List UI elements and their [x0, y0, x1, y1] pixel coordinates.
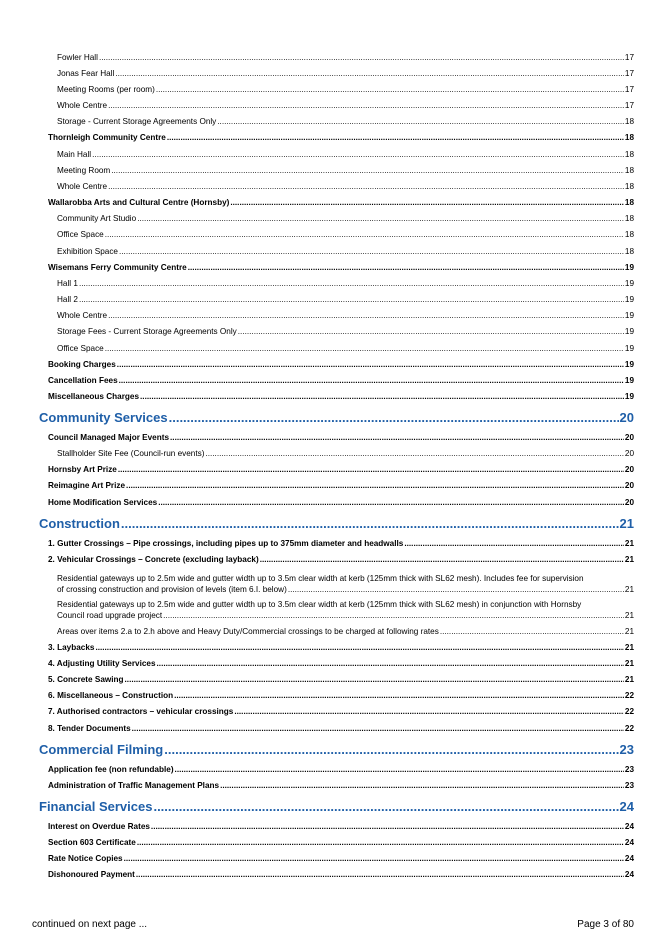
toc-entry-label: Whole Centre: [57, 182, 108, 191]
toc-entry-label: Office Space: [57, 230, 104, 239]
toc-entry-page: 19: [624, 295, 634, 304]
toc-entry-label: Whole Centre: [57, 311, 108, 320]
toc-entry[interactable]: [57, 69, 634, 78]
toc-entry-label: Commercial Filming: [39, 742, 164, 757]
toc-section-heading[interactable]: [39, 410, 634, 425]
toc-entry-label: Booking Charges: [48, 360, 116, 369]
toc-entry-label: 1. Gutter Crossings – Pipe crossings, including pipes up to 375mm diameter and headwalls: [48, 539, 404, 548]
dot-leader: [124, 854, 624, 863]
toc-entry-page: 20: [624, 449, 634, 458]
toc-entry-label: Community Art Studio: [57, 214, 137, 223]
toc-entry-page: 18: [624, 117, 634, 126]
dot-leader: [137, 838, 624, 847]
dot-leader: [163, 610, 624, 621]
dot-leader: [132, 724, 624, 733]
toc-entry-page: 21: [624, 659, 634, 668]
toc-entry-label: 5. Concrete Sawing: [48, 675, 124, 684]
dot-leader: [115, 69, 624, 78]
toc-subsection-entry[interactable]: [48, 133, 634, 142]
toc-section-heading[interactable]: [39, 742, 634, 757]
toc-entry-page: 23: [624, 781, 634, 790]
toc-entry-label: Community Services: [39, 410, 168, 425]
toc-subsection-entry[interactable]: [48, 765, 634, 774]
dot-leader: [121, 516, 619, 531]
toc-entry-label: Dishonoured Payment: [48, 870, 135, 879]
toc-entry[interactable]: [57, 166, 634, 175]
toc-entry[interactable]: [57, 53, 634, 62]
dot-leader: [137, 214, 624, 223]
toc-entry-page: 18: [624, 214, 634, 223]
dot-leader: [164, 742, 618, 757]
toc-entry-label: Storage - Current Storage Agreements Only: [57, 117, 217, 126]
dot-leader: [92, 150, 624, 159]
toc-entry-label: 4. Adjusting Utility Services: [48, 659, 156, 668]
toc-entry-page: 20: [624, 498, 634, 507]
dot-leader: [175, 765, 624, 774]
toc-section-heading[interactable]: [39, 516, 634, 531]
toc-entry-page: 21: [624, 555, 634, 564]
toc-entry[interactable]: [57, 295, 634, 304]
dot-leader: [404, 539, 624, 548]
toc-entry[interactable]: [57, 311, 634, 320]
toc-entry-label: Meeting Rooms (per room): [57, 85, 155, 94]
toc-entry-page: 19: [624, 344, 634, 353]
toc-entry[interactable]: [57, 247, 634, 256]
toc-entry-label: Residential gateways up to 2.5m wide and gutter width up to 3.5m clear width at kerb (125mm thick with SL62 mesh) in conjunction with Hornsby: [57, 600, 582, 609]
dot-leader: [151, 822, 624, 831]
toc-entry-label: Exhibition Space: [57, 247, 118, 256]
toc-entry-label: Miscellaneous Charges: [48, 392, 140, 401]
dot-leader: [156, 85, 624, 94]
dot-leader: [158, 498, 624, 507]
toc-entry-label: Storage Fees - Current Storage Agreements Only: [57, 327, 237, 336]
dot-leader: [119, 376, 624, 385]
toc-entry-page: 17: [624, 101, 634, 110]
dot-leader: [260, 555, 624, 564]
toc-entry[interactable]: [57, 182, 634, 191]
toc-entry-page: 22: [624, 691, 634, 700]
toc-entry-page: 18: [624, 198, 634, 207]
toc-entry-page: 20: [624, 465, 634, 474]
dot-leader: [111, 166, 624, 175]
dot-leader: [440, 627, 624, 636]
toc-subsection-entry[interactable]: [48, 376, 634, 385]
toc-entry-label-continued: Council road upgrade project: [57, 611, 163, 620]
toc-entry-label: Wallarobba Arts and Cultural Centre (Hornsby): [48, 198, 230, 207]
toc-subsection-entry[interactable]: [48, 675, 634, 684]
toc-entry-page: 19: [624, 311, 634, 320]
toc-entry-label: 8. Tender Documents: [48, 724, 131, 733]
toc-subsection-entry[interactable]: [48, 465, 634, 474]
toc-entry-page: 22: [624, 724, 634, 733]
toc-entry-label: Financial Services: [39, 799, 153, 814]
dot-leader: [169, 410, 619, 425]
dot-leader: [126, 481, 624, 490]
toc-entry-page: 21: [624, 643, 634, 652]
toc-subsection-entry[interactable]: [48, 724, 634, 733]
dot-leader: [188, 263, 624, 272]
toc-entry-page: 23: [624, 765, 634, 774]
toc-entry-page: 18: [624, 166, 634, 175]
dot-leader: [136, 870, 624, 879]
toc-entry-page: 19: [624, 376, 634, 385]
toc-entry-label: Home Modification Services: [48, 498, 158, 507]
toc-entry-label: Wisemans Ferry Community Centre: [48, 263, 187, 272]
toc-entry-page: 24: [624, 838, 634, 847]
toc-entry[interactable]: [57, 117, 634, 126]
toc-entry-page: 24: [619, 799, 634, 814]
toc-entry-page: 19: [624, 327, 634, 336]
dot-leader: [108, 182, 624, 191]
continued-note: continued on next page ...: [32, 919, 148, 930]
toc-entry-label: Stallholder Site Fee (Council-run events): [57, 449, 205, 458]
toc-entry-label: Construction: [39, 516, 120, 531]
dot-leader: [153, 799, 618, 814]
dot-leader: [99, 53, 624, 62]
toc-entry-label: Rate Notice Copies: [48, 854, 123, 863]
toc-entry-label: Office Space: [57, 344, 104, 353]
toc-entry-page: 17: [624, 53, 634, 62]
toc-entry-page: 18: [624, 133, 634, 142]
toc-entry[interactable]: [57, 279, 634, 288]
toc-entry-page: 22: [624, 707, 634, 716]
toc-subsection-entry[interactable]: [48, 838, 634, 847]
toc-entry-label: Hall 1: [57, 279, 78, 288]
dot-leader: [205, 449, 623, 458]
toc-subsection-entry[interactable]: [48, 481, 634, 490]
toc-entry-label: Areas over items 2.a to 2.h above and Heavy Duty/Commercial crossings to be charged at following rates: [57, 627, 439, 636]
toc-entry-label-continued: of crossing construction and provision of levels (item 6.I. below): [57, 585, 287, 594]
toc-entry-label: Administration of Traffic Management Plans: [48, 781, 220, 790]
toc-entry[interactable]: [57, 150, 634, 159]
dot-leader: [238, 327, 624, 336]
toc-entry-label: Fowler Hall: [57, 53, 98, 62]
toc-entry-page: 21: [624, 675, 634, 684]
toc-entry-label: 2. Vehicular Crossings – Concrete (excluding layback): [48, 555, 259, 564]
toc-entry-page: 21: [624, 539, 634, 548]
dot-leader: [174, 691, 624, 700]
toc-subsection-entry[interactable]: [48, 433, 634, 442]
toc-entry-label: Hornsby Art Prize: [48, 465, 117, 474]
toc-entry-label: Meeting Room: [57, 166, 111, 175]
toc-entry[interactable]: [57, 627, 634, 636]
toc-entry-label: 3. Laybacks: [48, 643, 95, 652]
toc-entry-page: 18: [624, 247, 634, 256]
dot-leader: [95, 643, 623, 652]
dot-leader: [118, 465, 624, 474]
dot-leader: [79, 295, 624, 304]
dot-leader: [105, 230, 624, 239]
dot-leader: [157, 659, 624, 668]
dot-leader: [108, 311, 624, 320]
toc-entry-label: Residential gateways up to 2.5m wide and gutter width up to 3.5m clear width at kerb (125mm thick with SL62 mesh). Includes fee for supervision: [57, 574, 584, 583]
toc-entry-page: 23: [619, 742, 634, 757]
toc-entry-label: Interest on Overdue Rates: [48, 822, 150, 831]
toc-entry-page: 21: [624, 627, 634, 636]
toc-entry-label: Reimagine Art Prize: [48, 481, 126, 490]
dot-leader: [170, 433, 624, 442]
toc-subsection-entry[interactable]: [48, 555, 634, 564]
toc-subsection-entry[interactable]: [48, 870, 634, 879]
toc-entry[interactable]: [57, 599, 634, 621]
toc-subsection-entry[interactable]: [48, 498, 634, 507]
toc-subsection-entry[interactable]: [48, 643, 634, 652]
toc-subsection-entry[interactable]: [48, 263, 634, 272]
toc-entry-page: 19: [624, 360, 634, 369]
toc-subsection-entry[interactable]: [48, 707, 634, 716]
toc-entry-page: 21: [619, 516, 634, 531]
toc-entry-page: 19: [624, 279, 634, 288]
dot-leader: [105, 344, 624, 353]
toc-entry[interactable]: [57, 230, 634, 239]
page-number: Page 3 of 80: [577, 919, 634, 930]
dot-leader: [140, 392, 624, 401]
toc-entry-page: 24: [624, 870, 634, 879]
toc-entry-label: Jonas Fear Hall: [57, 69, 115, 78]
toc-subsection-entry[interactable]: [48, 781, 634, 790]
toc-entry-label: Thornleigh Community Centre: [48, 133, 166, 142]
toc-entry-page: 19: [624, 392, 634, 401]
toc-entry[interactable]: [57, 85, 634, 94]
toc-entry-label: Whole Centre: [57, 101, 108, 110]
toc-subsection-entry[interactable]: [48, 659, 634, 668]
toc-subsection-entry[interactable]: [48, 691, 634, 700]
toc-entry-label: Cancellation Fees: [48, 376, 118, 385]
toc-entry-page: 18: [624, 150, 634, 159]
toc-entry[interactable]: [57, 344, 634, 353]
toc-entry-page: 18: [624, 182, 634, 191]
toc-entry-page: 17: [624, 85, 634, 94]
toc-entry-label: Hall 2: [57, 295, 78, 304]
toc-entry-page: 21: [624, 611, 634, 620]
toc-entry-page: 21: [624, 585, 634, 594]
dot-leader: [234, 707, 624, 716]
toc-entry[interactable]: [57, 573, 634, 595]
dot-leader: [108, 101, 624, 110]
toc-entry[interactable]: [57, 327, 634, 336]
toc-subsection-entry[interactable]: [48, 822, 634, 831]
dot-leader: [230, 198, 624, 207]
toc-subsection-entry[interactable]: [48, 392, 634, 401]
dot-leader: [167, 133, 624, 142]
toc-entry-label: 7. Authorised contractors – vehicular crossings: [48, 707, 234, 716]
toc-entry-label: Council Managed Major Events: [48, 433, 170, 442]
dot-leader: [117, 360, 624, 369]
toc-entry-page: 24: [624, 854, 634, 863]
toc-section-heading[interactable]: [39, 799, 634, 814]
toc-subsection-entry[interactable]: [48, 198, 634, 207]
toc-subsection-entry[interactable]: [48, 539, 634, 548]
toc-entry-page: 20: [624, 481, 634, 490]
toc-entry[interactable]: [57, 101, 634, 110]
toc-entry-page: 20: [619, 410, 634, 425]
toc-entry[interactable]: [57, 449, 634, 458]
toc-entry[interactable]: [57, 214, 634, 223]
dot-leader: [288, 584, 624, 595]
dot-leader: [119, 247, 624, 256]
dot-leader: [217, 117, 624, 126]
toc-entry-label: Main Hall: [57, 150, 92, 159]
toc-entry-page: 18: [624, 230, 634, 239]
toc-entry-page: 17: [624, 69, 634, 78]
toc-entry-page: 24: [624, 822, 634, 831]
dot-leader: [125, 675, 624, 684]
toc-entry-label: Section 603 Certificate: [48, 838, 136, 847]
toc-entry-page: 20: [624, 433, 634, 442]
toc-entry-label: 6. Miscellaneous – Construction: [48, 691, 174, 700]
dot-leader: [220, 781, 624, 790]
dot-leader: [79, 279, 624, 288]
toc-entry-page: 19: [624, 263, 634, 272]
toc-subsection-entry[interactable]: [48, 360, 634, 369]
toc-entry-label: Application fee (non refundable): [48, 765, 174, 774]
toc-subsection-entry[interactable]: [48, 854, 634, 863]
